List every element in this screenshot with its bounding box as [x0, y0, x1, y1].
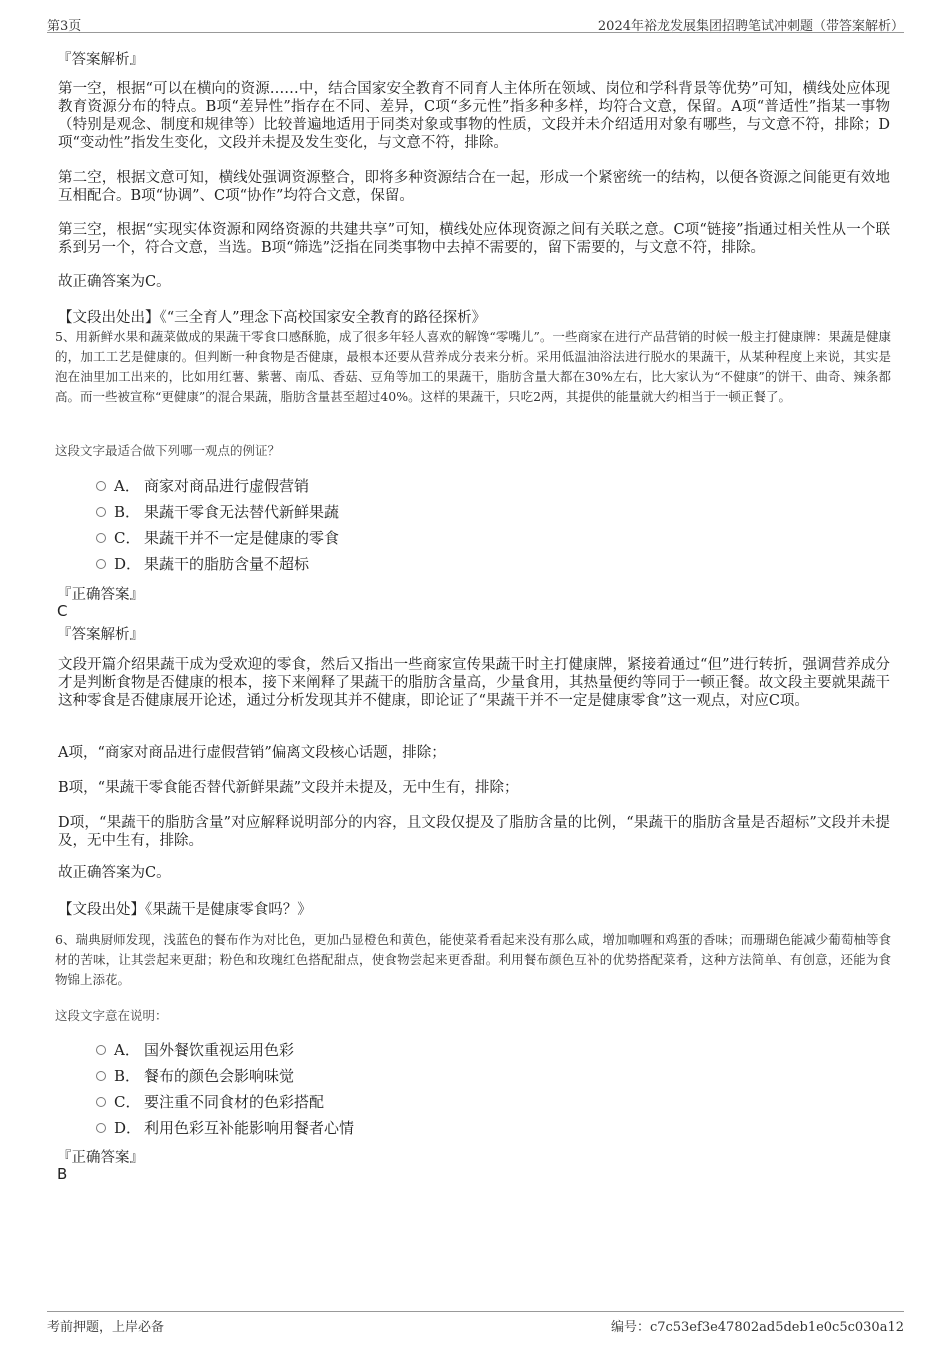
question-5-text: 5、用新鲜水果和蔬菜做成的果蔬干零食口感酥脆，成了很多年轻人喜欢的解馋“零嘴儿”。一些商家在进行产品营销的时候一般主打健康牌：果蔬是健康的，加工工艺是健康的。但判断一种食物是否健康，最根本还要从营养成分表来分析。采用低温油浴法进行脱水的果蔬干，从某种程度上来说，其实是泡在油里加工出来的，比如用红薯、紫薯、南瓜、香菇、豆角等加工的果蔬干，脂肪含量大都在30%左右，比大家认为“不健康”的饼干、曲奇、辣条都高。而一些被宣称“更健康”的混合果蔬，脂肪含量甚至超过40%。这样的果蔬干，只吃2两，其提供的能量就大约相当于一顿正餐了。 — [55, 329, 891, 404]
analysis-label: 『答案解析』 — [57, 52, 144, 68]
radio-button[interactable] — [96, 1097, 106, 1107]
source-citation: 【文段出处】《果蔬干是健康零食吗？》 — [58, 902, 312, 918]
footer-slogan: 考前押题，上岸必备 — [47, 1320, 165, 1335]
analysis-paragraph: 第二空，根据文意可知，横线处强调资源整合，即将多种资源结合在一起，形成一个紧密统一的结构，以便各资源之间能更有效地互相配合。B项“协调”、C项“协作”均符合文意，保留。 — [58, 170, 890, 204]
radio-button[interactable] — [96, 559, 106, 569]
option-c[interactable]: C． 要注重不同食材的色彩搭配 — [96, 1092, 324, 1112]
analysis-paragraph: 第一空，根据“可以在横向的资源……中，结合国家安全教育不同育人主体所在领域、岗位和学科背景等优势”可知，横线处应体现教育资源分布的特点。B项“差异性”指存在不同、差异，C项“多元性”指多种多样，均符合文意，保留。A项“普适性”指某一事物（特别是观念、制度和规律等）比较普遍地适用于同类对象或事物的性质，文段并未介绍适用对象有哪些，与文意不符，排除；D项“变动性”指发生变化，文段并未提及发生变化，与文意不符，排除。 — [58, 81, 890, 151]
radio-button[interactable] — [96, 533, 106, 543]
radio-button[interactable] — [96, 1045, 106, 1055]
page-header — [47, 12, 904, 33]
correct-answer: B — [57, 1165, 68, 1183]
radio-button[interactable] — [96, 481, 106, 491]
question-5-prompt: 这段文字最适合做下列哪一观点的例证？ — [55, 443, 281, 458]
analysis-label: 『答案解析』 — [57, 627, 144, 643]
question-6-text: 6、瑞典厨师发现，浅蓝色的餐布作为对比色，更加凸显橙色和黄色，能使菜肴看起来没有那么咸，增加咖喱和鸡蛋的香味；而珊瑚色能减少葡萄柚等食材的苦味，让其尝起来更甜；粉色和玫瑰红色搭配甜点，使食物尝起来更香甜。利用餐布颜色互补的优势搭配菜肴，这种方法简单、有创意，还能为食物锦上添花。 — [55, 932, 891, 987]
option-a[interactable]: A． 商家对商品进行虚假营销 — [96, 476, 309, 496]
analysis-paragraph: A项，“商家对商品进行虚假营销”偏离文段核心话题，排除； — [58, 745, 446, 761]
document-id: 编号：c7c53ef3e47802ad5deb1e0c5c030a12 — [610, 1320, 904, 1335]
option-b[interactable]: B． 餐布的颜色会影响味觉 — [96, 1066, 294, 1086]
correct-answer-label: 『正确答案』 — [57, 587, 144, 603]
option-d[interactable]: D． 果蔬干的脂肪含量不超标 — [96, 554, 309, 574]
answer-conclusion: 故正确答案为C。 — [58, 865, 171, 881]
page-number: 第3页 — [47, 19, 82, 34]
analysis-paragraph: 文段开篇介绍果蔬干成为受欢迎的零食，然后又指出一些商家宣传果蔬干时主打健康牌，紧接着通过“但”进行转折，强调营养成分才是判断食物是否健康的根本，接下来阐释了果蔬干的脂肪含量高，少量食用，其热量便约等同于一顿正餐。故文段主要就果蔬干这种零食是否健康展开论述，通过分析发现其并不健康，即论证了“果蔬干并不一定是健康零食”这一观点，对应C项。 — [58, 657, 890, 709]
source-citation: 【文段出处出】《“三全育人”理念下高校国家安全教育的路径探析》 — [58, 310, 487, 326]
option-c[interactable]: C． 果蔬干并不一定是健康的零食 — [96, 528, 339, 548]
document-title: 2024年裕龙发展集团招聘笔试冲刺题（带答案解析） — [597, 19, 904, 34]
correct-answer-label: 『正确答案』 — [57, 1150, 144, 1166]
radio-button[interactable] — [96, 1123, 106, 1133]
answer-conclusion: 故正确答案为C。 — [58, 274, 171, 290]
page-footer — [47, 1311, 904, 1334]
correct-answer: C — [57, 602, 68, 620]
option-b[interactable]: B． 果蔬干零食无法替代新鲜果蔬 — [96, 502, 339, 522]
analysis-paragraph: B项，“果蔬干零食能否替代新鲜果蔬”文段并未提及，无中生有，排除； — [58, 780, 519, 796]
radio-button[interactable] — [96, 507, 106, 517]
analysis-paragraph: D项，“果蔬干的脂肪含量”对应解释说明部分的内容，且文段仅提及了脂肪含量的比例，“果蔬干的脂肪含量是否超标”文段并未提及，无中生有，排除。 — [58, 815, 890, 849]
radio-button[interactable] — [96, 1071, 106, 1081]
option-a[interactable]: A． 国外餐饮重视运用色彩 — [96, 1040, 294, 1060]
option-d[interactable]: D． 利用色彩互补能影响用餐者心情 — [96, 1118, 354, 1138]
analysis-paragraph: 第三空，根据“实现实体资源和网络资源的共建共享”可知，横线处应体现资源之间有关联之意。C项“链接”指通过相关性从一个联系到另一个，符合文意，当选。B项“筛选”泛指在同类事物中去掉不需要的，留下需要的，与文意不符，排除。 — [58, 222, 890, 256]
question-6-prompt: 这段文字意在说明： — [55, 1008, 168, 1023]
